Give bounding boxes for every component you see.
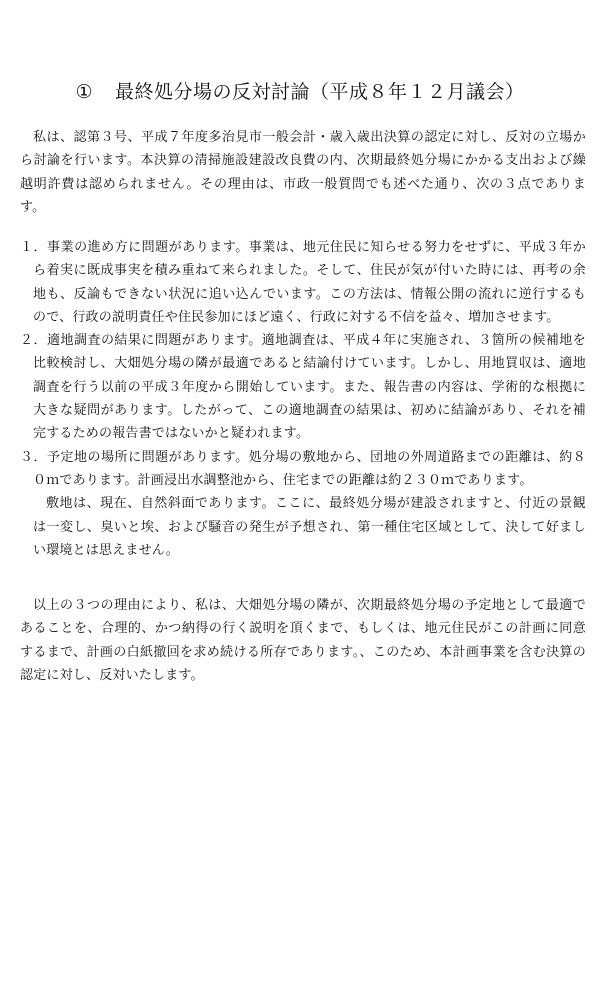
- reason-text: 予定地の場所に問題があります。処分場の敷地から、団地の外周道路までの距離は、約８０ｍであります。計画浸出水調整池から、住宅までの距離は約２３０ｍであります。: [33, 449, 587, 488]
- reason-item-3: [20, 446, 586, 562]
- reason-marker: １．: [20, 240, 48, 255]
- reason-text: 適地調査の結果に問題があります。適地調査は、平成４年に実施され、３箇所の候補地を比較検討し、大畑処分場の隣が最適であると結論付けています。しかし、用地買収は、適地調査を行う以前の平成３年度から開始しています。また、報告書の内容は、学術的な根拠に大きな疑問があります。したがって、この適地調査の結果は、初めに結論があり、それを補完するための報告書ではないかと疑われます。: [33, 333, 586, 442]
- intro-paragraph: 私は、認第３号、平成７年度多治見市一般会計・歳入歳出決算の認定に対し、反対の立場から討論を行います。本決算の清掃施設建設改良費の内、次期最終処分場にかかる支出および繰越明許費は認められません。その理由は、市政一般質問でも述べた通り、次の３点であります。: [20, 130, 586, 215]
- reason-item-2: [20, 329, 586, 445]
- reason-marker: ２．: [20, 333, 47, 349]
- reason-text: 事業の進め方に問題があります。事業は、地元住民に知らせる努力をせずに、平成３年から着実に既成事実を積み重ねて来られました。そして、住民が気が付いた時には、再考の余地も、反論もできない状況に追い込んでいます。この方法は、情報公開の流れに逆行するもので、行政の説明責任や住民参加にほど遠く、行政に対する不信を益々、増加させます。: [33, 240, 586, 325]
- intro-section: [20, 126, 586, 219]
- title-number: ①: [75, 80, 94, 103]
- conclusion-paragraph: 以上の３つの理由により、私は、大畑処分場の隣が、次期最終処分場の予定地として最適であることを、合理的、かつ納得の行く説明を頂くまで、もしくは、地元住民がこの計画に同意するまで、計画の白紙撤回を求め続ける所存であります。、このため、本計画事業を含む決算の認定に対し、反対いたします。: [20, 598, 586, 683]
- reason-continuation: 敷地は、現在、自然斜面であります。ここに、最終処分場が建設されますと、付近の景観は一変し、臭いと埃、および騒音の発生が予想され、第一種住宅区域として、決して好ましい環境とは思えません。: [33, 496, 586, 558]
- reason-marker: ３．: [20, 449, 48, 465]
- document-title: [20, 79, 580, 105]
- conclusion-section: [20, 594, 586, 687]
- reasons-list: [20, 236, 586, 562]
- reason-item-1: [20, 236, 586, 329]
- reasons-section: [20, 236, 586, 562]
- title-text: 最終処分場の反対討論（平成８年１２月議会）: [115, 80, 525, 103]
